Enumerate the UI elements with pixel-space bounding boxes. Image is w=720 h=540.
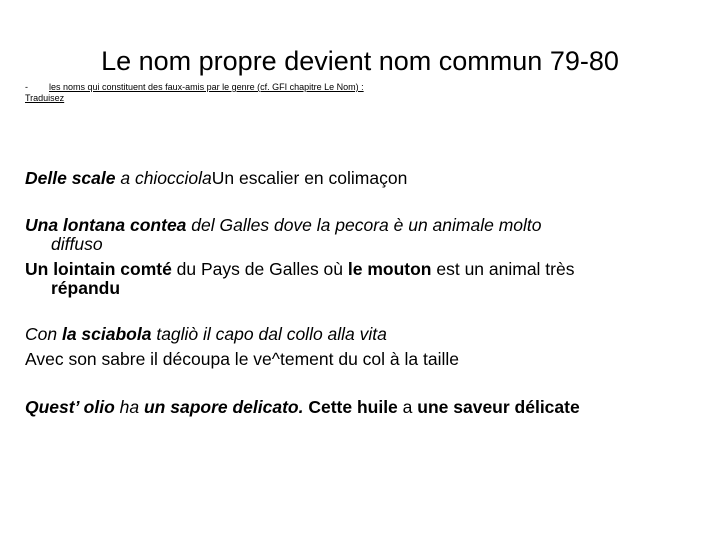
example-4-fr-mid: a — [397, 397, 418, 417]
note-text: les noms qui constituent des faux-amis par le genre (cf. GFI chapitre Le Nom) : — [49, 82, 364, 92]
example-4-line — [25, 397, 705, 417]
example-3-it-rest: tagliò il capo dal collo alla vita — [151, 324, 387, 344]
instruction-note — [25, 82, 364, 104]
example-2-it-term: Una lontana contea — [25, 215, 187, 235]
example-4-it-term: Quest’ olio — [25, 397, 115, 417]
example-4-it-mid: ha — [114, 397, 144, 417]
example-1-it-term: Delle scale — [25, 168, 116, 188]
example-2-it-line — [25, 215, 705, 235]
example-1-line — [25, 168, 705, 188]
example-2-fr-continuation: répandu — [51, 278, 121, 298]
example-3-fr-line: Avec son sabre il découpa le ve^tement du col à la taille — [25, 349, 459, 369]
example-3-it-line — [25, 324, 705, 344]
example-2-fr-line — [25, 259, 705, 279]
slide-title: Le nom propre devient nom commun 79-80 — [101, 46, 619, 76]
example-3-it-term: la sciabola — [61, 324, 152, 344]
example-2-fr-mid: du Pays de Galles où — [171, 259, 348, 279]
note-bullet: - — [25, 82, 28, 92]
example-2-it-continuation: diffuso — [51, 234, 103, 254]
example-2-it-rest: del Galles dove la pecora è un animale molto — [186, 215, 542, 235]
example-2-fr-rest: est un animal très — [431, 259, 575, 279]
example-4-fr-term-2: une saveur délicate — [417, 397, 580, 417]
example-2-fr-term: Un lointain comté — [25, 259, 172, 279]
example-1-it-rest: a chiocciola — [115, 168, 212, 188]
translate-instruction: Traduisez — [25, 93, 65, 103]
example-3-it-start: Con — [25, 324, 62, 344]
example-4-it-term-2: un sapore delicato. — [143, 397, 304, 417]
example-1-fr: Un escalier en colimaçon — [211, 168, 408, 188]
example-2-fr-term-2: le mouton — [347, 259, 432, 279]
example-4-fr-term: Cette huile — [303, 397, 398, 417]
